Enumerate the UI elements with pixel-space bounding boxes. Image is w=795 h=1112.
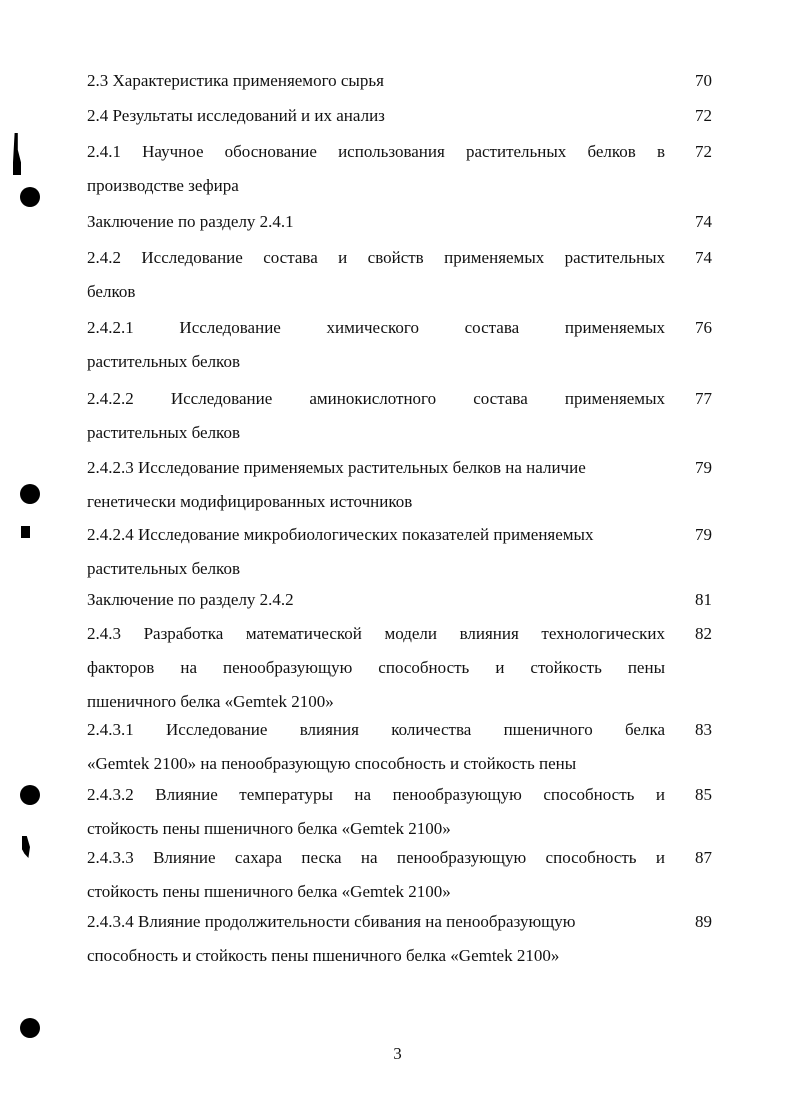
toc-page-number: 85	[695, 785, 712, 804]
toc-entry-title	[87, 905, 665, 973]
toc-line: растительных белков	[87, 423, 240, 442]
binder-mark	[21, 526, 30, 538]
toc-line: стойкость пены пшеничного белка «Gemtek 2100»	[87, 819, 451, 838]
toc-line: 2.4.3.3 Влияние сахара песка на пенообразующую способность и	[87, 848, 665, 867]
toc-page-number: 81	[695, 590, 712, 609]
toc-page-number: 74	[695, 248, 712, 267]
toc-entry-title	[87, 617, 665, 719]
toc-line: белков	[87, 282, 136, 301]
toc-entry-title	[87, 841, 665, 909]
toc-entry-title	[87, 135, 665, 203]
punch-hole	[20, 484, 40, 504]
toc-line: 2.4.2.3 Исследование применяемых растительных белков на наличие	[87, 458, 586, 477]
toc-line: стойкость пены пшеничного белка «Gemtek 2100»	[87, 882, 451, 901]
binder-mark	[13, 133, 21, 175]
toc-line: «Gemtek 2100» на пенообразующую способность и стойкость пены	[87, 754, 577, 773]
toc-line: 2.4.3 Разработка математической модели влияния технологических	[87, 624, 665, 643]
toc-page-number: 79	[695, 525, 712, 544]
toc-entry-title	[87, 311, 665, 379]
toc-page-number: 70	[695, 71, 712, 90]
toc-line: 2.4.3.4 Влияние продолжительности сбивания на пенообразующую	[87, 912, 576, 931]
toc-entry-title	[87, 713, 665, 781]
toc-line: 2.4.2 Исследование состава и свойств применяемых растительных	[87, 248, 665, 267]
toc-line: факторов на пенообразующую способность и стойкость пены	[87, 658, 665, 677]
toc-entry-title	[87, 241, 665, 309]
toc-page-number: 83	[695, 720, 712, 739]
toc-page-number: 74	[695, 212, 712, 231]
toc-page-number: 77	[695, 389, 712, 408]
toc-line: 2.4.2.1 Исследование химического состава применяемых	[87, 318, 665, 337]
toc-entry-title	[87, 382, 665, 450]
toc-page-number: 76	[695, 318, 712, 337]
toc-line: пшеничного белка «Gemtek 2100»	[87, 692, 334, 711]
punch-hole	[20, 785, 40, 805]
toc-page-number: 89	[695, 912, 712, 931]
punch-hole	[20, 1018, 40, 1038]
toc-line: 2.3 Характеристика применяемого сырья	[87, 71, 384, 90]
toc-entry-title	[87, 778, 665, 846]
binder-mark	[22, 836, 30, 858]
toc-line: генетически модифицированных источников	[87, 492, 413, 511]
toc-line: растительных белков	[87, 559, 240, 578]
toc-line: 2.4 Результаты исследований и их анализ	[87, 106, 385, 125]
toc-entry-title	[87, 451, 665, 519]
toc-page-number: 72	[695, 142, 712, 161]
toc-line: 2.4.2.4 Исследование микробиологических показателей применяемых	[87, 525, 594, 544]
toc-line: способность и стойкость пены пшеничного белка «Gemtek 2100»	[87, 946, 560, 965]
toc-entry-title	[87, 64, 665, 98]
page-number: 3	[393, 1044, 402, 1063]
toc-line: растительных белков	[87, 352, 240, 371]
toc-page-number: 72	[695, 106, 712, 125]
toc-page-number: 87	[695, 848, 712, 867]
toc-line: производстве зефира	[87, 176, 239, 195]
toc-line: 2.4.3.2 Влияние температуры на пенообразующую способность и	[87, 785, 665, 804]
toc-entry-title	[87, 99, 665, 133]
punch-hole	[20, 187, 40, 207]
toc-line: Заключение по разделу 2.4.1	[87, 212, 294, 231]
toc-line: 2.4.1 Научное обоснование использования растительных белков в	[87, 142, 665, 161]
toc-entry-title	[87, 518, 665, 586]
toc-entry-title	[87, 583, 665, 617]
toc-line: 2.4.2.2 Исследование аминокислотного состава применяемых	[87, 389, 665, 408]
toc-line: 2.4.3.1 Исследование влияния количества пшеничного белка	[87, 720, 665, 739]
toc-page-number: 82	[695, 624, 712, 643]
toc-page-number: 79	[695, 458, 712, 477]
toc-line: Заключение по разделу 2.4.2	[87, 590, 294, 609]
toc-entry-title	[87, 205, 665, 239]
